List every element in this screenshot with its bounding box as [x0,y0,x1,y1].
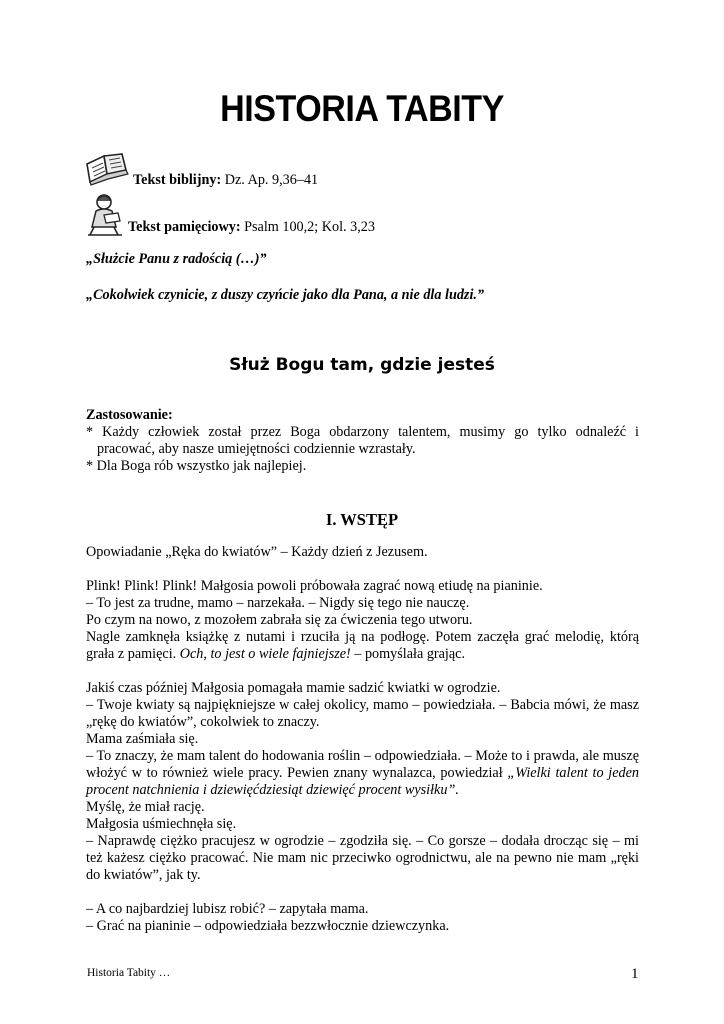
story-italic-text: „Wielki talent to jeden procent natchnienia i dziewięćdziesiąt dziewięć procent wysiłku”. [86,765,639,798]
memory-verse-value: Psalm 100,2; Kol. 3,23 [240,219,375,235]
story-paragraph: Małgosia uśmiechnęła się. [86,816,237,832]
quote-1: „Służcie Panu z radością (…)” [86,251,267,267]
story-paragraph [86,748,639,799]
story-body [86,544,639,935]
story-paragraph: – Grać na pianinie – odpowiedziała bezzwłocznie dziewczynka. [86,918,450,934]
bible-text-label: Tekst biblijny: [133,172,222,188]
application-item-1-line-2: pracować, aby nasze umiejętności codziennie wzrastały. [97,441,416,457]
bible-text-line [133,172,318,189]
story-paragraph: – Naprawdę ciężko pracujesz w ogrodzie – zgodziła się. – Co gorsze – dodała drocząc się – mi też każesz ciężko pracować. Nie mam nic przeciwko ogrodnictwu, ale na pewno nie mam „ręki do kwiatów”, jak ty. [86,833,639,883]
story-paragraph: Mama zaśmiała się. [86,731,199,747]
reading-child-icon [86,193,126,237]
application-block [86,407,639,475]
story-paragraph [86,629,639,663]
bible-text-ref: Dz. Ap. 9,36–41 [221,172,319,188]
story-text: – pomyślała grając. [350,646,466,662]
application-item-1-line-1: * Każdy człowiek został przez Boga obdarzony talentem, musimy go tylko odnaleźć i [86,424,639,440]
story-paragraph: – A co najbardziej lubisz robić? – zapytała mama. [86,901,369,917]
story-paragraph: Jakiś czas później Małgosia pomagała mamie sadzić kwiatki w ogrodzie. [86,680,501,696]
application-item-2: * Dla Boga rób wszystko jak najlepiej. [86,458,307,474]
quote-2: „Cokolwiek czynicie, z duszy czyńcie jako dla Pana, a nie dla ludzi.” [86,287,485,303]
application-heading: Zastosowanie: [86,407,173,423]
story-italic-text: Och, to jest o wiele fajniejsze! [179,646,351,662]
story-text: Nagle zamknęła książkę z nutami i rzuciła ją na podłogę. Potem zaczęła grać melodię, którą grała z pamięci. [86,629,639,662]
section-heading: I. WSTĘP [325,510,399,529]
page-title: HISTORIA TABITY [220,88,504,129]
footer-title: Historia Tabity … [87,967,171,979]
open-book-icon [84,150,130,186]
memory-verse-label: Tekst pamięciowy: [128,219,241,235]
story-paragraph: – Twoje kwiaty są najpiękniejsze w całej okolicy, mamo – powiedziała. – Babcia mówi, że masz „rękę do kwiatów”, cokolwiek to znaczy. [86,697,639,730]
story-intro: Opowiadanie „Ręka do kwiatów” – Każdy dzień z Jezusem. [86,544,428,560]
story-text: – To znaczy, że mam talent do hodowania roślin – odpowiedziała. – Może to i prawda, ale muszę włożyć w to również wiele pracy. Pewien znany wynalazca, powiedział [86,748,639,781]
story-paragraph: Myślę, że miał rację. [86,799,205,815]
page-number: 1 [631,966,639,982]
lesson-subtitle: Służ Bogu tam, gdzie jesteś [229,355,495,375]
story-paragraph: Plink! Plink! Plink! Małgosia powoli próbowała zagrać nową etiudę na pianinie. [86,578,543,594]
memory-verse-line [128,219,375,236]
story-paragraph: Po czym na nowo, z mozołem zabrała się za ćwiczenia tego utworu. [86,612,473,628]
story-paragraph: – To jest za trudne, mamo – narzekała. – Nigdy się tego nie nauczę. [86,595,470,611]
